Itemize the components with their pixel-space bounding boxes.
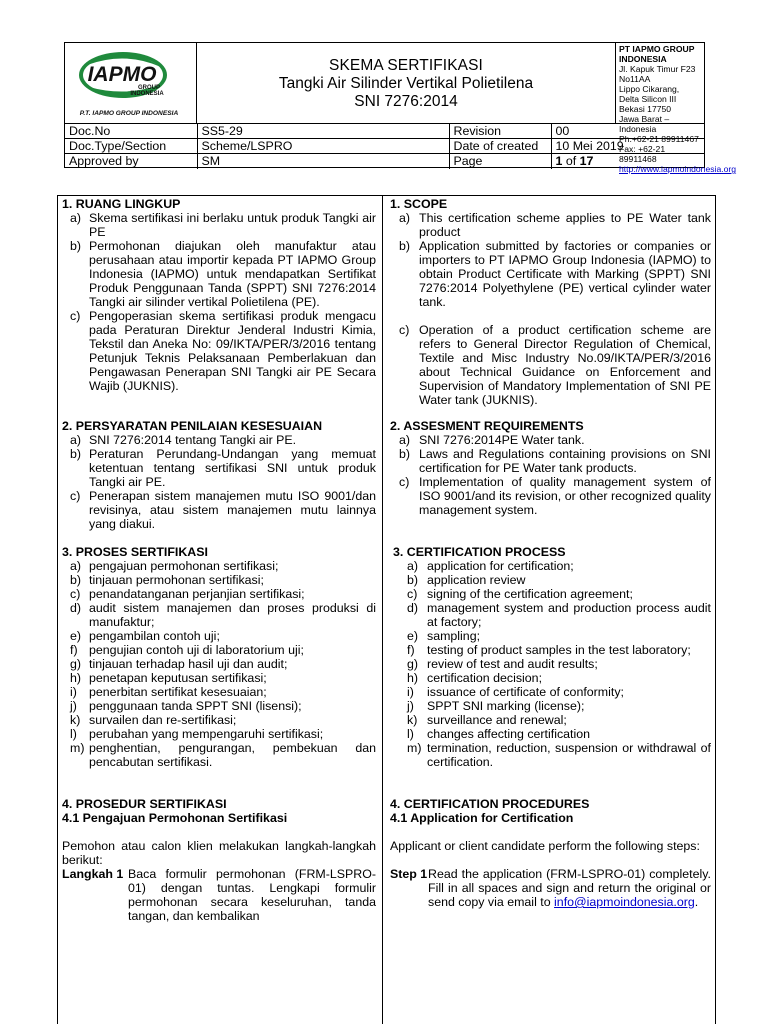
email-link[interactable]: info@iapmoindonesia.org — [554, 895, 695, 909]
address-line: Jl. Kapuk Timur F23 No11AA — [619, 64, 696, 84]
list-item — [62, 211, 376, 239]
item-text: issuance of certificate of conformity; — [427, 685, 624, 699]
company-name: PT IAPMO GROUP INDONESIA — [619, 44, 695, 64]
section-heading: 4. CERTIFICATION PROCEDURES — [390, 797, 590, 811]
item-marker: d) — [407, 601, 419, 615]
step-label: Step 1 — [390, 867, 428, 881]
iapmo-logo — [65, 43, 197, 123]
subsection-heading: 4.1 Application for Certification — [390, 811, 574, 825]
column-divider — [382, 196, 383, 1024]
list-item — [390, 629, 711, 643]
svg-text:P.T. IAPMO GROUP INDONESIA: P.T. IAPMO GROUP INDONESIA — [79, 110, 179, 117]
section-assesment — [390, 419, 711, 517]
item-list — [62, 559, 376, 769]
table-row — [65, 124, 704, 139]
section-ruang-lingkup — [62, 197, 376, 393]
list-item — [62, 699, 376, 713]
list-item — [62, 573, 376, 587]
svg-text:GROUP: GROUP — [137, 85, 161, 91]
item-marker: b) — [70, 447, 82, 461]
section-certification-procedures — [390, 797, 711, 909]
list-item — [390, 475, 711, 517]
item-marker: c) — [70, 489, 81, 503]
meta-value: SM — [197, 154, 449, 169]
item-marker: f) — [407, 643, 415, 657]
document-header — [64, 42, 737, 174]
page-current: 1 — [555, 154, 563, 169]
intro-paragraph: Pemohon atau calon klien melakukan langkah-langkah berikut: — [62, 839, 376, 867]
item-list — [390, 433, 711, 517]
item-text: pengujian contoh uji di laboratorium uji; — [89, 643, 304, 657]
item-marker: g) — [407, 657, 419, 671]
item-text: penggunaan tanda SPPT SNI (lisensi); — [89, 699, 302, 713]
section-certification-process — [390, 545, 711, 769]
list-item — [390, 713, 711, 727]
list-item — [62, 489, 376, 531]
step-text: Baca formulir permohonan (FRM-LSPRO-01) dengan tuntas. Lengkapi formulir permohonan secara keseluruhan, tanda tangan, dan kembalikan — [128, 867, 376, 923]
item-text: survailen dan re-sertifikasi; — [89, 713, 237, 727]
item-text: This certification scheme applies to PE Water tank product — [419, 211, 711, 239]
item-text: tinjauan permohonan sertifikasi; — [89, 573, 264, 587]
item-text: Application submitted by factories or companies or importers to PT IAPMO Group Indonesia (IAPMO) to obtain Product Certificate with Marking (SPPT) SNI 7276:2014 Polyethylene (PE) vertical cylinder water tank. — [419, 239, 711, 309]
page-of: of — [565, 154, 577, 169]
item-marker: k) — [70, 713, 81, 727]
item-text: Permohonan diajukan oleh manufaktur atau perusahaan atau importir kepada PT IAPMO Group Indonesia (IAPMO) untuk mendapatkan Sertifikat Produk Penggunaan Tanda (SPPT) SNI 7276:2014 Tangki air silinder vertikal Polietilena (PE). — [89, 239, 376, 309]
item-marker: h) — [70, 671, 82, 685]
item-marker: c) — [399, 323, 410, 337]
list-item — [390, 573, 711, 587]
list-item — [62, 657, 376, 671]
meta-label: Date of created — [449, 139, 551, 154]
item-text: SNI 7276:2014 tentang Tangki air PE. — [89, 433, 297, 447]
item-list — [62, 211, 376, 393]
item-text: penghentian, pengurangan, pembekuan dan pencabutan sertifikasi. — [89, 741, 376, 769]
list-item — [390, 699, 711, 713]
list-item — [390, 559, 711, 573]
list-item — [62, 601, 376, 629]
item-text: pengajuan permohonan sertifikasi; — [89, 559, 279, 573]
step-text: Read the application (FRM-LSPRO-01) completely. Fill in all spaces and sign and return the original or send copy via email to — [428, 867, 711, 909]
list-item — [390, 685, 711, 699]
item-text: application review — [427, 573, 526, 587]
item-marker: k) — [407, 713, 418, 727]
item-text: testing of product samples in the test laboratory; — [427, 643, 691, 657]
item-marker: a) — [70, 433, 82, 447]
section-heading: 2. PERSYARATAN PENILAIAN KESESUAIAN — [62, 419, 323, 433]
document-meta-table — [65, 123, 704, 169]
item-text: Operation of a product certification scheme are refers to General Director Regulation of Chemical, Textile and Misc Industry No.09/IKTA/PER/3/2016 about Technical Guidance on Enforcement and Supervision of Mandatory Implementation of SNI PE Water tank (JUKNIS). — [419, 323, 711, 407]
meta-label: Doc.Type/Section — [65, 139, 197, 154]
subsection-heading: 4.1 Pengajuan Permohonan Sertifikasi — [62, 811, 288, 825]
section-heading: 3. PROSES SERTIFIKASI — [62, 545, 208, 559]
meta-value: SS5-29 — [197, 124, 449, 139]
intro-paragraph: Applicant or client candidate perform the following steps: — [390, 839, 700, 853]
list-item — [390, 643, 711, 657]
title-line-1: SKEMA SERTIFIKASI — [329, 57, 483, 74]
step-1 — [390, 867, 711, 909]
list-item — [62, 559, 376, 573]
item-text: penerbitan sertifikat kesesuaian; — [89, 685, 267, 699]
list-item — [62, 433, 376, 447]
title-line-3: SNI 7276:2014 — [354, 93, 458, 110]
item-marker: b) — [399, 239, 411, 253]
step-1 — [62, 867, 376, 923]
list-item — [62, 671, 376, 685]
item-marker: b) — [399, 447, 411, 461]
fax: Fax: +62-21 89911468 — [619, 144, 666, 164]
list-item — [62, 741, 376, 769]
item-text: perubahan yang mempengaruhi sertifikasi; — [89, 727, 324, 741]
item-text: termination, reduction, suspension or withdrawal of certification. — [427, 741, 711, 769]
item-marker: c) — [407, 587, 418, 601]
list-item — [390, 239, 711, 309]
address-line: Lippo Cikarang, Delta Silicon III — [619, 84, 680, 104]
list-item — [390, 657, 711, 671]
document-title — [197, 43, 616, 123]
item-list — [390, 211, 711, 407]
list-item — [62, 239, 376, 309]
section-heading: 2. ASSESMENT REQUIREMENTS — [390, 419, 584, 433]
list-item — [390, 211, 711, 239]
item-text: Skema sertifikasi ini berlaku untuk produk Tangki air PE — [89, 211, 376, 239]
item-text: review of test and audit results; — [427, 657, 598, 671]
item-marker: c) — [70, 587, 81, 601]
section-heading: 1. RUANG LINGKUP — [62, 197, 181, 211]
list-item — [62, 629, 376, 643]
phone: Ph.+62-21 89911467 — [619, 134, 699, 144]
section-scope — [390, 197, 711, 407]
table-row — [65, 154, 704, 169]
address-line: Jawa Barat – Indonesia — [619, 114, 670, 134]
item-marker: b) — [407, 573, 419, 587]
item-marker: a) — [399, 211, 411, 225]
section-persyaratan — [62, 419, 376, 531]
list-item — [62, 685, 376, 699]
company-address — [616, 43, 737, 174]
meta-label: Revision — [449, 124, 551, 139]
item-text: pengambilan contoh uji; — [89, 629, 220, 643]
item-marker: c) — [70, 309, 81, 323]
section-heading: 1. SCOPE — [390, 197, 448, 211]
item-marker: c) — [399, 475, 410, 489]
logo-cell — [65, 43, 197, 123]
item-text: Penerapan sistem manajemen mutu ISO 9001/dan revisinya, atau sistem manajemen mutu lainnya yang diakui. — [89, 489, 376, 531]
item-marker: e) — [407, 629, 419, 643]
meta-value: Scheme/LSPRO — [197, 139, 449, 154]
item-text: management system and production process audit at factory; — [427, 601, 711, 629]
step-text-tail: . — [694, 895, 699, 909]
page-number — [551, 154, 704, 169]
item-marker: g) — [70, 657, 82, 671]
item-marker: h) — [407, 671, 419, 685]
section-heading: 3. CERTIFICATION PROCESS — [393, 545, 566, 559]
list-item — [62, 727, 376, 741]
item-marker: d) — [70, 601, 82, 615]
meta-value: 00 — [551, 124, 704, 139]
meta-label: Approved by — [65, 154, 197, 169]
section-proses — [62, 545, 376, 769]
list-item — [62, 447, 376, 489]
item-text: surveillance and renewal; — [427, 713, 567, 727]
bilingual-content-table — [57, 195, 716, 1024]
item-text: Pengoperasian skema sertifikasi produk mengacu pada Peraturan Direktur Jenderal Industri Kimia, Tekstil dan Aneka No: 09/IKTA/PER/3/2016 tentang Petunjuk Teknis Pelaksanaan Pemberlakuan dan Pengawasan Penerapan SNI Tangki air PE Secara Wajib (JUKNIS). — [89, 309, 376, 393]
item-text: signing of the certification agreement; — [427, 587, 633, 601]
svg-text:INDONESIA: INDONESIA — [130, 91, 164, 97]
item-marker: m) — [407, 741, 422, 755]
address-line: Bekasi 17750 — [619, 104, 672, 114]
item-marker: j) — [70, 699, 77, 713]
item-marker: l) — [407, 727, 414, 741]
list-item — [390, 587, 711, 601]
item-list — [390, 559, 711, 769]
item-marker: j) — [407, 699, 414, 713]
list-item — [390, 741, 711, 769]
item-marker: b) — [70, 239, 82, 253]
list-item — [390, 671, 711, 685]
item-marker: l) — [70, 727, 77, 741]
svg-text:IAPMO: IAPMO — [87, 63, 157, 86]
list-item — [62, 643, 376, 657]
item-marker: m) — [70, 741, 85, 755]
list-item — [390, 601, 711, 629]
item-text: Peraturan Perundang-Undangan yang memuat ketentuan tentang sertifikasi SNI untuk produk Tangki air PE. — [89, 447, 376, 489]
list-item — [62, 587, 376, 601]
list-item — [390, 433, 711, 447]
item-marker: b) — [70, 573, 82, 587]
list-item — [62, 713, 376, 727]
item-marker: a) — [70, 211, 82, 225]
item-text: penandatanganan perjanjian sertifikasi; — [89, 587, 305, 601]
item-text: application for certification; — [427, 559, 574, 573]
item-marker: e) — [70, 629, 82, 643]
list-item — [390, 447, 711, 475]
item-list — [62, 433, 376, 531]
list-item — [390, 323, 711, 407]
item-text: Implementation of quality management system of ISO 9001/and its revision, or other recognized quality management system. — [419, 475, 711, 517]
item-text: sampling; — [427, 629, 481, 643]
list-item — [390, 727, 711, 741]
meta-label: Doc.No — [65, 124, 197, 139]
item-text: certification decision; — [427, 671, 543, 685]
page-total: 17 — [579, 154, 594, 169]
item-text: tinjauan terhadap hasil uji dan audit; — [89, 657, 288, 671]
item-text: SNI 7276:2014PE Water tank. — [419, 433, 585, 447]
section-heading: 4. PROSEDUR SERTIFIKASI — [62, 797, 227, 811]
item-text: SPPT SNI marking (license); — [427, 699, 585, 713]
item-text: penetapan keputusan sertifikasi; — [89, 671, 267, 685]
item-marker: a) — [70, 559, 82, 573]
step-label: Langkah 1 — [62, 867, 124, 881]
meta-value: 10 Mei 2019 — [551, 139, 704, 154]
item-text: audit sistem manajemen dan proses produksi di manufaktur; — [89, 601, 376, 629]
list-item — [62, 309, 376, 393]
item-text: Laws and Regulations containing provisions on SNI certification for PE Water tank products. — [419, 447, 711, 475]
table-row — [65, 139, 704, 154]
item-marker: i) — [407, 685, 414, 699]
item-marker: a) — [399, 433, 411, 447]
meta-label: Page — [449, 154, 551, 169]
item-text: changes affecting certification — [427, 727, 591, 741]
website-link[interactable]: http://www.iapmoindonesia.org — [619, 164, 737, 174]
item-marker: a) — [407, 559, 419, 573]
item-marker: f) — [70, 643, 78, 657]
title-line-2: Tangki Air Silinder Vertikal Polietilena — [278, 75, 534, 92]
item-marker: i) — [70, 685, 77, 699]
section-prosedur — [62, 797, 376, 923]
